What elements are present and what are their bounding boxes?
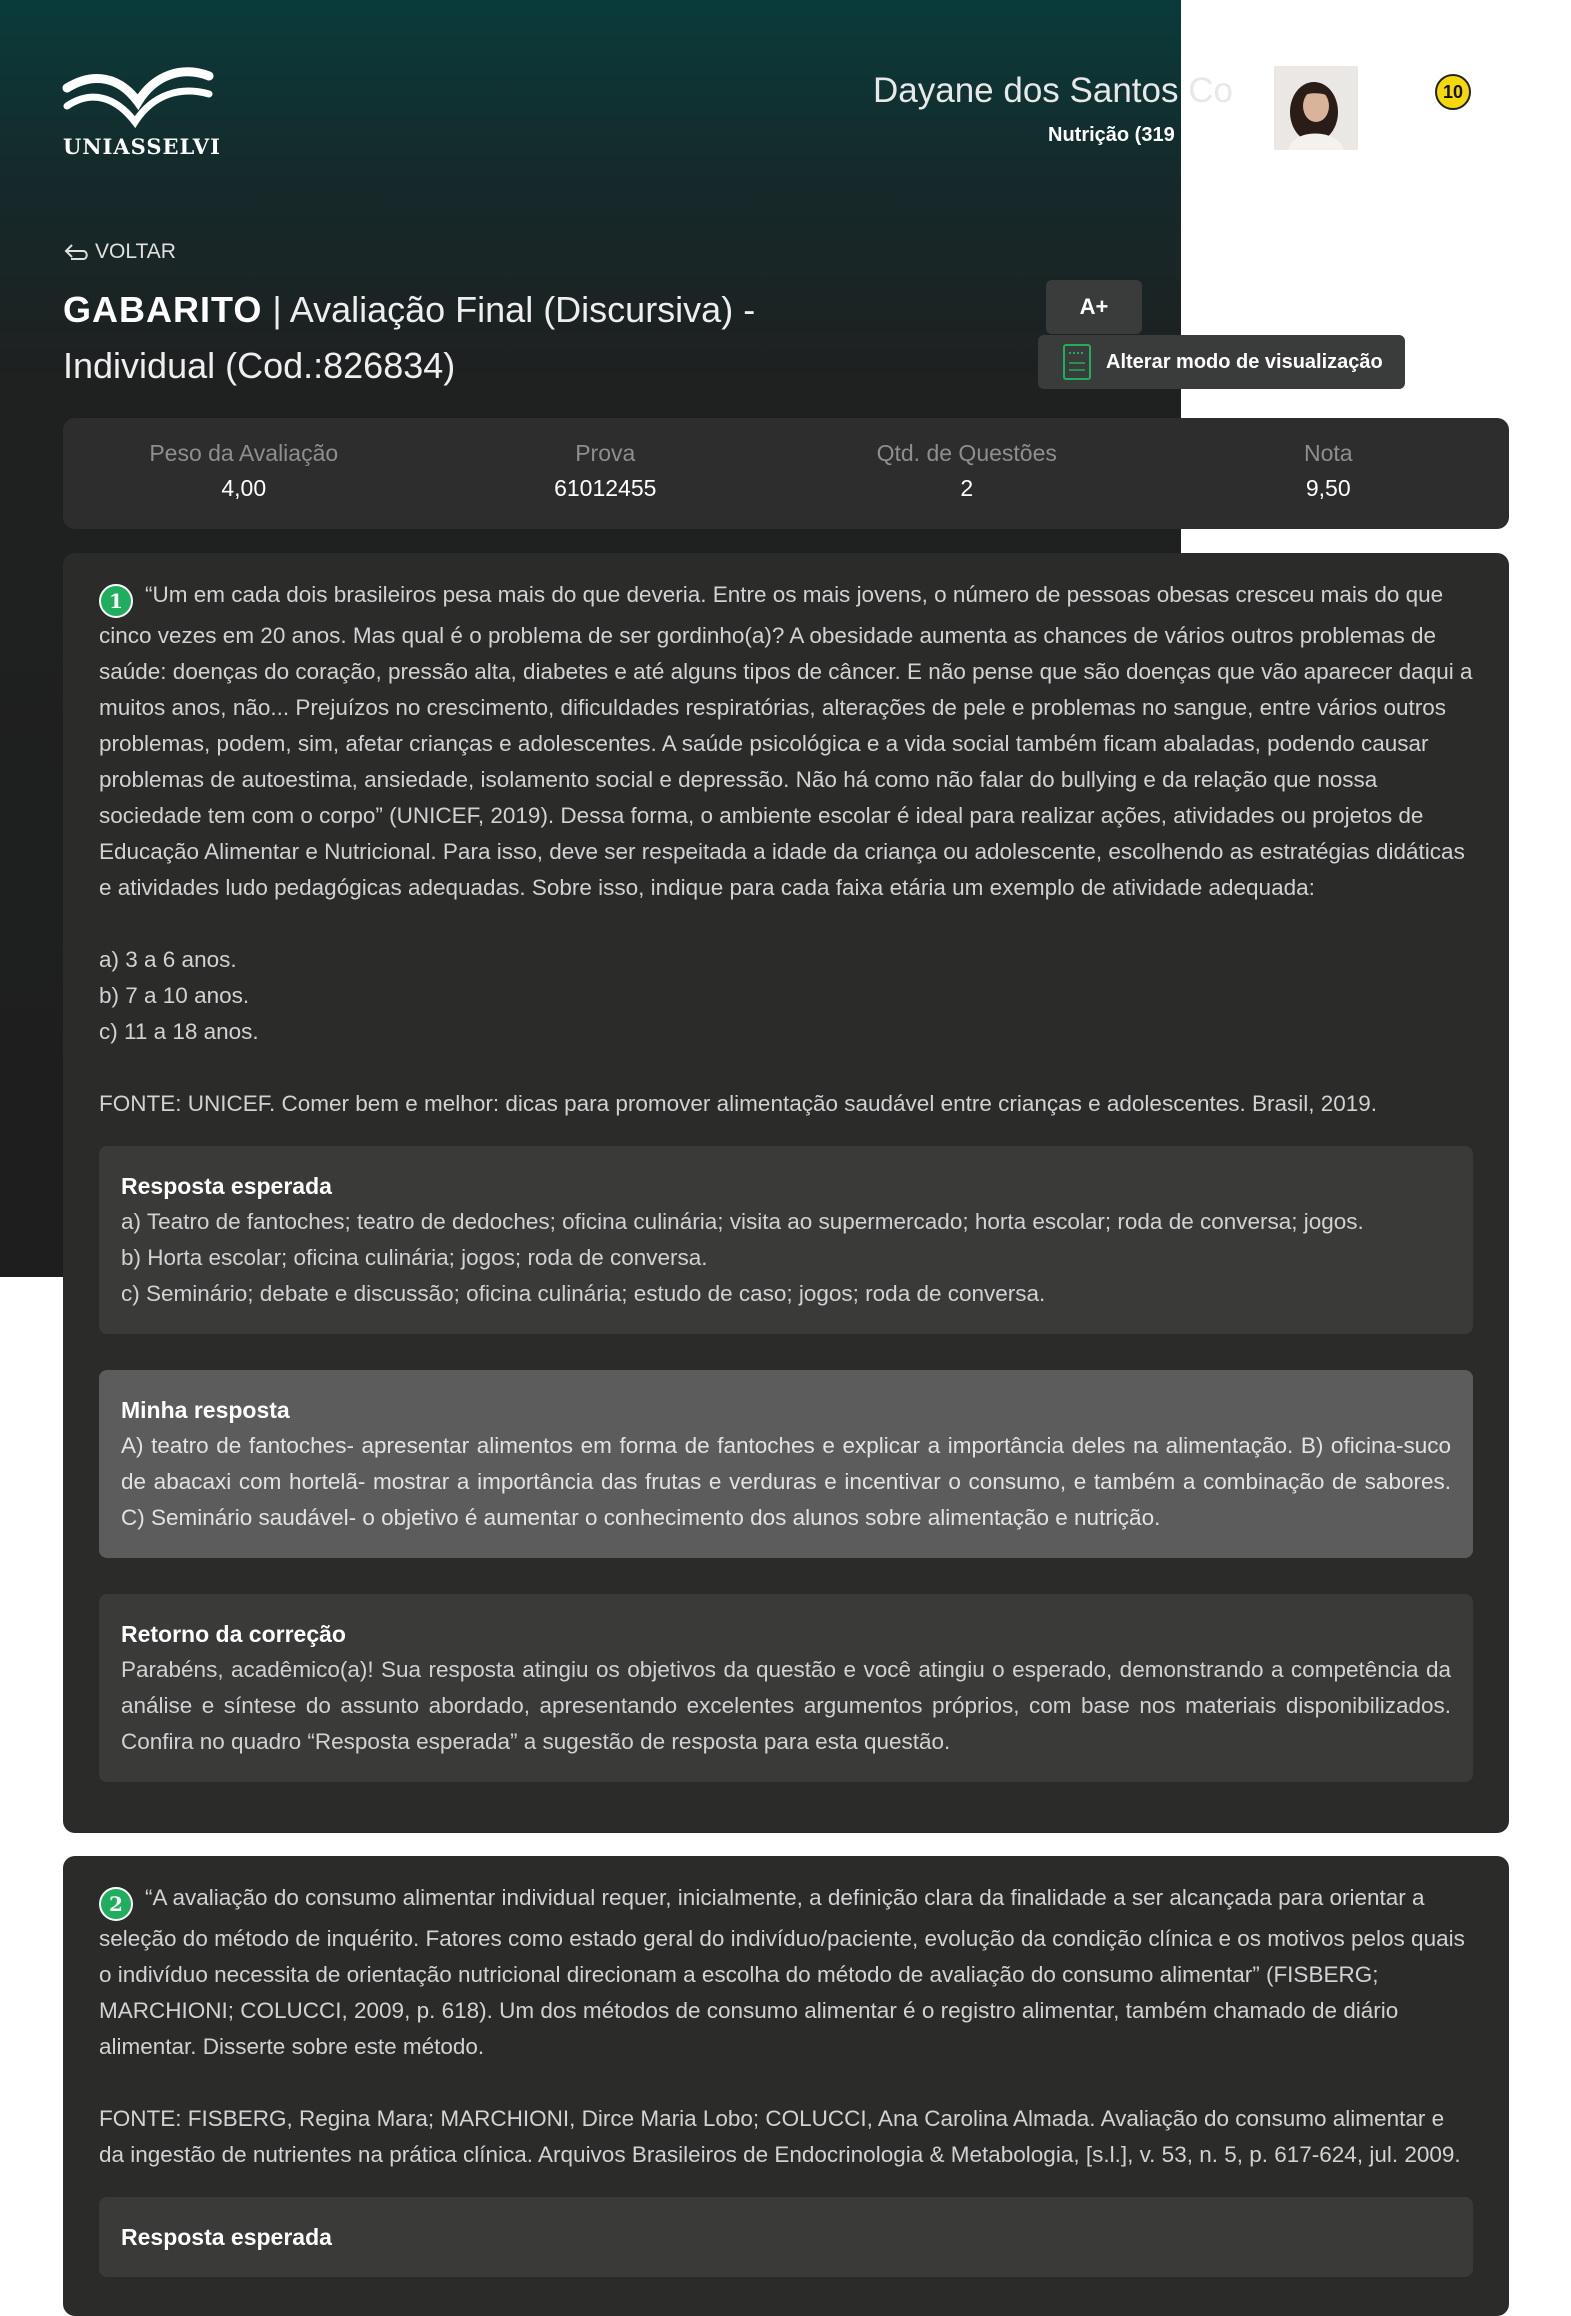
stat-grade	[1148, 418, 1510, 529]
back-link[interactable]	[63, 240, 176, 264]
page-title-rest: | Avaliação Final (Discursiva) - Individual (Cod.:826834)	[63, 289, 756, 386]
page-title-bold: GABARITO	[63, 289, 263, 330]
view-mode-label: Alterar modo de visualização	[1106, 350, 1383, 373]
question-statement	[99, 1880, 1473, 2065]
expected-answer-title: Resposta esperada	[121, 1173, 332, 1199]
stat-value: 9,50	[1305, 475, 1351, 501]
logo-wings-icon	[63, 66, 213, 132]
question-option: a) 3 a 6 anos.	[99, 947, 237, 972]
question-option: b) 7 a 10 anos.	[99, 983, 250, 1008]
question-statement	[99, 577, 1473, 906]
my-answer-title: Minha resposta	[121, 1397, 290, 1423]
question-source: FONTE: FISBERG, Regina Mara; MARCHIONI, Dirce Maria Lobo; COLUCCI, Ana Carolina Almada. Avaliação do consumo alimentar e da ingestão de nutrientes na prática clínica. Arquivos Brasileiros de Endocrinologia & Metabologia, [s.l.], v. 53, n. 5, p. 617-624, jul. 2009.	[99, 2106, 1461, 2167]
question-number-badge: 2	[99, 1887, 133, 1921]
page-title	[63, 282, 883, 394]
expected-answer-line: a) Teatro de fantoches; teatro de dedoches; oficina culinária; visita ao supermercado; horta escolar; roda de conversa; jogos.	[121, 1209, 1364, 1234]
question-card-1	[63, 553, 1509, 1833]
document-view-icon	[1062, 343, 1092, 381]
notification-badge[interactable]: 10	[1435, 74, 1471, 110]
expected-answer-title: Resposta esperada	[121, 2224, 332, 2250]
feedback-box	[99, 1594, 1473, 1782]
feedback-title: Retorno da correção	[121, 1621, 346, 1647]
stat-weight	[63, 418, 425, 529]
back-arrow-icon	[63, 242, 91, 262]
stat-exam	[425, 418, 787, 529]
stat-value: 4,00	[221, 475, 267, 501]
expected-answer-box	[99, 2197, 1473, 2277]
user-course: Nutrição (319	[1048, 124, 1175, 146]
expected-answer-line: b) Horta escolar; oficina culinária; jogos; roda de conversa.	[121, 1245, 708, 1270]
stat-label: Prova	[575, 440, 636, 466]
back-label: VOLTAR	[95, 240, 176, 263]
view-mode-button[interactable]	[1038, 335, 1405, 389]
my-answer-box	[99, 1370, 1473, 1558]
evaluation-summary	[63, 418, 1509, 529]
question-source: FONTE: UNICEF. Comer bem e melhor: dicas para promover alimentação saudável entre crianças e adolescentes. Brasil, 2019.	[99, 1091, 1378, 1116]
font-size-button[interactable]: A+	[1046, 280, 1142, 334]
question-card-2	[63, 1856, 1509, 2316]
feedback-text: Parabéns, acadêmico(a)! Sua resposta atingiu os objetivos da questão e você atingiu o esperado, demonstrando a competência da análise e síntese do assunto abordado, apresentando excelentes argumentos próprios, com base nos materiais disponibilizados. Confira no quadro “Resposta esperada” a sugestão de resposta para esta questão.	[121, 1657, 1451, 1754]
expected-answer-line: c) Seminário; debate e discussão; oficina culinária; estudo de caso; jogos; roda de conversa.	[121, 1281, 1046, 1306]
stat-question-count	[786, 418, 1148, 529]
stat-label: Peso da Avaliação	[149, 440, 339, 466]
question-text: “Um em cada dois brasileiros pesa mais do que deveria. Entre os mais jovens, o número de pessoas obesas cresceu mais do que cinco vezes em 20 anos. Mas qual é o problema de ser gordinho(a)? A obesidade aumenta as chances de vários outros problemas de saúde: doenças do coração, pressão alta, diabetes e até alguns tipos de câncer. E não pense que são doenças que vão aparecer daqui a muitos anos, não... Prejuízos no crescimento, dificuldades respiratórias, alterações de pele e problemas no sangue, entre vários outros problemas, podem, sim, afetar crianças e adolescentes. A saúde psicológica e a vida social também ficam abaladas, podendo causar problemas de autoestima, ansiedade, isolamento social e depressão. Não há como não falar do bullying e da relação que nossa sociedade tem com o corpo” (UNICEF, 2019). Dessa forma, o ambiente escolar é ideal para realizar ações, atividades ou projetos de Educação Alimentar e Nutricional. Para isso, deve ser respeitada a idade da criança ou adolescente, escolhendo as estratégias didáticas e atividades ludo pedagógicas adequadas. Sobre isso, indique para cada faixa etária um exemplo de atividade adequada:	[99, 582, 1473, 900]
user-name: Dayane dos Santos Co	[873, 71, 1233, 110]
stat-label: Nota	[1303, 440, 1353, 466]
uniasselvi-logo[interactable]	[63, 66, 221, 162]
stat-value: 2	[960, 475, 974, 501]
user-avatar-photo-icon	[1274, 66, 1358, 150]
stat-label: Qtd. de Questões	[876, 440, 1057, 466]
expected-answer-box	[99, 1146, 1473, 1334]
question-option: c) 11 a 18 anos.	[99, 1019, 259, 1044]
question-text: “A avaliação do consumo alimentar individual requer, inicialmente, a definição clara da finalidade a ser alcançada para orientar a seleção do método de inquérito. Fatores como estado geral do indivíduo/paciente, evolução da condição clínica e os motivos pelos quais o indivíduo necessita de orientação nutricional direcionam a escolha do método de avaliação do consumo alimentar” (FISBERG; MARCHIONI; COLUCCI, 2009, p. 618). Um dos métodos de consumo alimentar é o registro alimentar, também chamado de diário alimentar. Disserte sobre este método.	[99, 1885, 1465, 2059]
question-number-badge: 1	[99, 584, 133, 618]
my-answer-text: A) teatro de fantoches- apresentar alimentos em forma de fantoches e explicar a importância deles na alimentação. B) oficina-suco de abacaxi com hortelã- mostrar a importância das frutas e verduras e incentivar o consumo, e também a combinação de sabores. C) Seminário saudável- o objetivo é aumentar o conhecimento dos alunos sobre alimentação e nutrição.	[121, 1433, 1451, 1530]
user-avatar[interactable]	[1274, 66, 1358, 150]
logo-text: UNIASSELVI	[63, 134, 221, 159]
stat-value: 61012455	[554, 475, 657, 501]
